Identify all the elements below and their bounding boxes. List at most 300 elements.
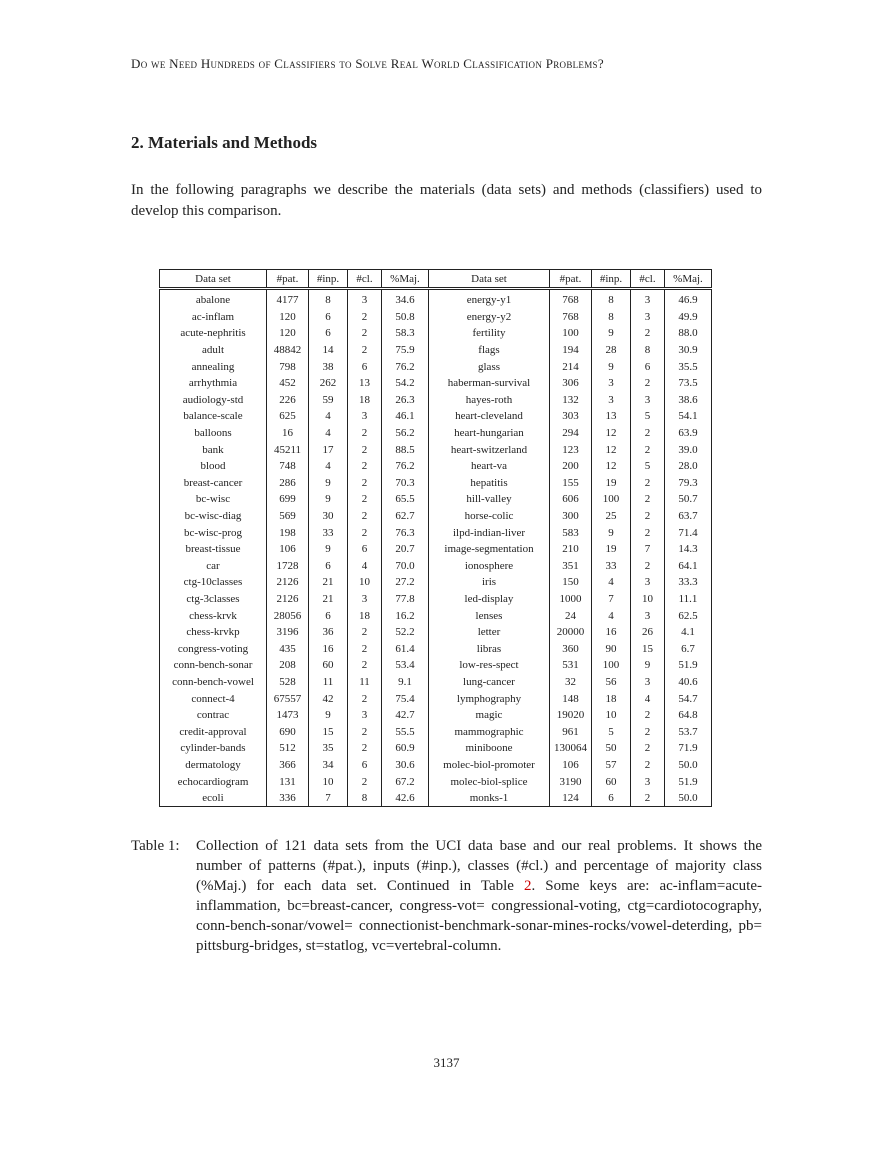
table-cell: 148	[550, 690, 592, 707]
table-row	[160, 591, 712, 608]
table-cell: 17	[309, 441, 348, 458]
table-cell: 4	[631, 690, 665, 707]
table-cell: 6	[309, 309, 348, 326]
table-cell: 7	[309, 790, 348, 807]
table-cell: 8	[631, 342, 665, 359]
table-cell: 34	[309, 757, 348, 774]
table-row	[160, 541, 712, 558]
table-cell: haberman-survival	[429, 375, 550, 392]
table-cell: 2126	[267, 574, 309, 591]
table-cell: 2	[348, 740, 382, 757]
page-number: 3137	[433, 1055, 460, 1070]
table-cell: fertility	[429, 325, 550, 342]
table-cell: 61.4	[382, 640, 429, 657]
table-cell: 52.2	[382, 624, 429, 641]
table-cell: 6	[631, 358, 665, 375]
table-cell: horse-colic	[429, 508, 550, 525]
table-cell: 9	[592, 524, 631, 541]
table-cell: 583	[550, 524, 592, 541]
table-cell: 30	[309, 508, 348, 525]
table-cell: 3	[631, 574, 665, 591]
section-title: 2. Materials and Methods	[131, 133, 318, 152]
table-row	[160, 425, 712, 442]
table-cell: 19020	[550, 707, 592, 724]
table-cell: 39.0	[665, 441, 712, 458]
table-cell: 5	[631, 408, 665, 425]
table-cell: 100	[592, 657, 631, 674]
table-cell: 2	[631, 325, 665, 342]
table-row	[160, 740, 712, 757]
table-cell: 45211	[267, 441, 309, 458]
table-cell: 9	[309, 541, 348, 558]
table-cell: 57	[592, 757, 631, 774]
table-cell: conn-bench-sonar	[160, 657, 267, 674]
table-cell: 8	[592, 289, 631, 309]
table-cell: 76.2	[382, 358, 429, 375]
table-cell: flags	[429, 342, 550, 359]
table-cell: 26	[631, 624, 665, 641]
table-cell: 2	[348, 657, 382, 674]
table-cell: 528	[267, 674, 309, 691]
table-cell: 12	[592, 441, 631, 458]
table-cell: echocardiogram	[160, 773, 267, 790]
table-cell: energy-y1	[429, 289, 550, 309]
table-reference-link[interactable]: 2	[523, 878, 532, 894]
table-cell: 2	[348, 342, 382, 359]
table-cell: energy-y2	[429, 309, 550, 326]
table-cell: 798	[267, 358, 309, 375]
table-row	[160, 558, 712, 575]
table-cell: 6	[348, 541, 382, 558]
table-cell: 71.4	[665, 524, 712, 541]
table-cell: 50.0	[665, 790, 712, 807]
table-cell: 569	[267, 508, 309, 525]
table-cell: 2	[348, 524, 382, 541]
table-row	[160, 325, 712, 342]
table-cell: 46.9	[665, 289, 712, 309]
table-row	[160, 690, 712, 707]
table-cell: balance-scale	[160, 408, 267, 425]
table-cell: 7	[592, 591, 631, 608]
table-cell: 27.2	[382, 574, 429, 591]
table-cell: bank	[160, 441, 267, 458]
table-cell: 3	[631, 607, 665, 624]
table-cell: connect-4	[160, 690, 267, 707]
table-cell: 50.7	[665, 491, 712, 508]
table-cell: 9.1	[382, 674, 429, 691]
table-cell: ilpd-indian-liver	[429, 524, 550, 541]
table-cell: 16	[267, 425, 309, 442]
table-cell: 20.7	[382, 541, 429, 558]
table-row	[160, 458, 712, 475]
table-cell: 18	[592, 690, 631, 707]
table-cell: hepatitis	[429, 475, 550, 492]
table-cell: 1000	[550, 591, 592, 608]
table-cell: heart-hungarian	[429, 425, 550, 442]
table-cell: 26.3	[382, 392, 429, 409]
table-cell: 6	[348, 757, 382, 774]
table-cell: 2	[631, 740, 665, 757]
table-cell: 120	[267, 309, 309, 326]
table-row	[160, 508, 712, 525]
table-cell: 14	[309, 342, 348, 359]
caption-label: Table 1:	[131, 838, 180, 854]
table-cell: lenses	[429, 607, 550, 624]
table-cell: 60.9	[382, 740, 429, 757]
table-cell: 35	[309, 740, 348, 757]
table-cell: 3	[631, 392, 665, 409]
table-cell: abalone	[160, 289, 267, 309]
table-cell: 531	[550, 657, 592, 674]
table-cell: 1728	[267, 558, 309, 575]
table-cell: 452	[267, 375, 309, 392]
table-cell: 77.8	[382, 591, 429, 608]
table-cell: 3190	[550, 773, 592, 790]
table-row	[160, 491, 712, 508]
table-cell: glass	[429, 358, 550, 375]
table-cell: 2	[631, 558, 665, 575]
table-cell: 106	[267, 541, 309, 558]
table-cell: 961	[550, 723, 592, 740]
table-row	[160, 773, 712, 790]
table-cell: 63.9	[665, 425, 712, 442]
table-cell: 214	[550, 358, 592, 375]
table-row	[160, 375, 712, 392]
table-cell: 16	[592, 624, 631, 641]
table-cell: 20000	[550, 624, 592, 641]
table-row	[160, 640, 712, 657]
table-cell: 49.9	[665, 309, 712, 326]
table-cell: 625	[267, 408, 309, 425]
table-cell: 120	[267, 325, 309, 342]
table-cell: 8	[348, 790, 382, 807]
table-cell: hayes-roth	[429, 392, 550, 409]
table-cell: 106	[550, 757, 592, 774]
table-cell: heart-switzerland	[429, 441, 550, 458]
table-cell: 10	[348, 574, 382, 591]
table-cell: 286	[267, 475, 309, 492]
table-cell: 748	[267, 458, 309, 475]
table-cell: heart-cleveland	[429, 408, 550, 425]
table-cell: 54.1	[665, 408, 712, 425]
table-row	[160, 657, 712, 674]
table-cell: low-res-spect	[429, 657, 550, 674]
table-cell: 155	[550, 475, 592, 492]
table-cell: credit-approval	[160, 723, 267, 740]
table-cell: arrhythmia	[160, 375, 267, 392]
table-cell: breast-tissue	[160, 541, 267, 558]
table-cell: 76.2	[382, 458, 429, 475]
table-cell: 51.9	[665, 773, 712, 790]
table-cell: 19	[592, 541, 631, 558]
table-cell: 25	[592, 508, 631, 525]
table-cell: 50	[592, 740, 631, 757]
table-cell: 5	[631, 458, 665, 475]
table-cell: 3	[592, 375, 631, 392]
table-cell: 10	[631, 591, 665, 608]
table-cell: 210	[550, 541, 592, 558]
table-cell: 768	[550, 309, 592, 326]
table-cell: molec-biol-promoter	[429, 757, 550, 774]
table-row	[160, 723, 712, 740]
table-cell: 67557	[267, 690, 309, 707]
table-cell: 300	[550, 508, 592, 525]
column-header: #cl.	[348, 270, 382, 289]
table-row	[160, 342, 712, 359]
table-cell: 2	[348, 475, 382, 492]
table-cell: 60	[309, 657, 348, 674]
table-cell: 54.7	[665, 690, 712, 707]
table-cell: 65.5	[382, 491, 429, 508]
table-cell: 36	[309, 624, 348, 641]
table-cell: 53.7	[665, 723, 712, 740]
table-cell: 71.9	[665, 740, 712, 757]
table-cell: 226	[267, 392, 309, 409]
table-cell: 2	[348, 723, 382, 740]
table-cell: 2	[631, 524, 665, 541]
table-cell: 30.9	[665, 342, 712, 359]
table-cell: miniboone	[429, 740, 550, 757]
caption-text-after: . Some keys are: ac-inflam=acute-inflammation, bc=breast-cancer, congress-vot= congressional-voting, ctg=cardiotocography, conn-bench-sonar/vowel= connectionist-benchmark-sonar-mines-rocks/vowel-deterding, pb= pittsburg-bridges, st=statlog, vc=vertebral-column.	[196, 878, 763, 954]
table-cell: 54.2	[382, 375, 429, 392]
table-cell: 28.0	[665, 458, 712, 475]
table-row	[160, 475, 712, 492]
table-cell: 198	[267, 524, 309, 541]
table-body	[160, 289, 712, 807]
table-cell: 3	[631, 773, 665, 790]
table-cell: car	[160, 558, 267, 575]
table-cell: bc-wisc	[160, 491, 267, 508]
table-cell: ctg-10classes	[160, 574, 267, 591]
table-cell: 3196	[267, 624, 309, 641]
table-cell: 28	[592, 342, 631, 359]
table-cell: dermatology	[160, 757, 267, 774]
table-cell: 28056	[267, 607, 309, 624]
table-cell: 70.3	[382, 475, 429, 492]
table-cell: acute-nephritis	[160, 325, 267, 342]
table-row	[160, 624, 712, 641]
intro-paragraph: In the following paragraphs we describe the materials (data sets) and methods (classifiers) used to develop this comparison.	[131, 182, 762, 219]
table-cell: 699	[267, 491, 309, 508]
table-cell: 336	[267, 790, 309, 807]
table-cell: 690	[267, 723, 309, 740]
table-cell: 59	[309, 392, 348, 409]
table-cell: 4	[309, 458, 348, 475]
table-cell: 3	[348, 289, 382, 309]
table-cell: 88.5	[382, 441, 429, 458]
table-cell: 4177	[267, 289, 309, 309]
table-cell: image-segmentation	[429, 541, 550, 558]
column-header: #pat.	[267, 270, 309, 289]
table-cell: 14.3	[665, 541, 712, 558]
table-cell: 6	[592, 790, 631, 807]
table-row	[160, 707, 712, 724]
table-cell: 18	[348, 607, 382, 624]
table-cell: annealing	[160, 358, 267, 375]
table-cell: 46.1	[382, 408, 429, 425]
table-cell: 150	[550, 574, 592, 591]
table-cell: 2	[631, 441, 665, 458]
table-cell: 4	[592, 574, 631, 591]
table-cell: conn-bench-vowel	[160, 674, 267, 691]
table-cell: heart-va	[429, 458, 550, 475]
table-cell: 303	[550, 408, 592, 425]
table-cell: 435	[267, 640, 309, 657]
table-cell: letter	[429, 624, 550, 641]
table-row	[160, 757, 712, 774]
table-cell: 15	[631, 640, 665, 657]
table-cell: 2126	[267, 591, 309, 608]
table-caption	[131, 836, 762, 956]
table-cell: 21	[309, 591, 348, 608]
table-cell: 2	[348, 773, 382, 790]
table-cell: 9	[592, 325, 631, 342]
table-cell: 38.6	[665, 392, 712, 409]
table-cell: 360	[550, 640, 592, 657]
column-header: #pat.	[550, 270, 592, 289]
table-cell: led-display	[429, 591, 550, 608]
table-cell: 11	[348, 674, 382, 691]
table-cell: 63.7	[665, 508, 712, 525]
column-header: Data set	[160, 270, 267, 289]
table-row	[160, 408, 712, 425]
table-cell: 34.6	[382, 289, 429, 309]
table-cell: 294	[550, 425, 592, 442]
running-head: Do we Need Hundreds of Classifiers to Solve Real World Classification Problems?	[131, 56, 604, 71]
table-cell: 2	[348, 458, 382, 475]
table-cell: contrac	[160, 707, 267, 724]
table-row	[160, 790, 712, 807]
table-cell: 2	[348, 624, 382, 641]
table-cell: lymphography	[429, 690, 550, 707]
table-cell: 6	[309, 607, 348, 624]
table-cell: 2	[631, 757, 665, 774]
table-cell: 8	[592, 309, 631, 326]
table-cell: cylinder-bands	[160, 740, 267, 757]
table-cell: 16.2	[382, 607, 429, 624]
table-cell: audiology-std	[160, 392, 267, 409]
table-cell: 124	[550, 790, 592, 807]
table-cell: 16	[309, 640, 348, 657]
table-cell: lung-cancer	[429, 674, 550, 691]
table-cell: 2	[348, 441, 382, 458]
datasets-table	[159, 269, 712, 807]
column-header: %Maj.	[382, 270, 429, 289]
table-cell: 13	[348, 375, 382, 392]
table-cell: breast-cancer	[160, 475, 267, 492]
table-cell: 75.4	[382, 690, 429, 707]
table-cell: 9	[631, 657, 665, 674]
table-cell: 10	[309, 773, 348, 790]
table-cell: 9	[309, 475, 348, 492]
table-cell: 3	[348, 591, 382, 608]
table-cell: 6.7	[665, 640, 712, 657]
table-cell: ecoli	[160, 790, 267, 807]
table-cell: 2	[348, 325, 382, 342]
table-cell: adult	[160, 342, 267, 359]
table-cell: 11.1	[665, 591, 712, 608]
table-cell: 73.5	[665, 375, 712, 392]
table-cell: 100	[592, 491, 631, 508]
table-row	[160, 607, 712, 624]
table-cell: 6	[348, 358, 382, 375]
table-row	[160, 309, 712, 326]
table-cell: bc-wisc-diag	[160, 508, 267, 525]
column-header: #inp.	[592, 270, 631, 289]
table-cell: molec-biol-splice	[429, 773, 550, 790]
table-cell: 48842	[267, 342, 309, 359]
table-cell: 123	[550, 441, 592, 458]
table-cell: magic	[429, 707, 550, 724]
table-cell: 2	[631, 790, 665, 807]
table-cell: 55.5	[382, 723, 429, 740]
table-cell: 12	[592, 458, 631, 475]
table-cell: 62.5	[665, 607, 712, 624]
table-cell: 50.0	[665, 757, 712, 774]
table-cell: chess-krvkp	[160, 624, 267, 641]
table-row	[160, 289, 712, 309]
table-cell: 58.3	[382, 325, 429, 342]
table-cell: 3	[631, 289, 665, 309]
table-cell: 3	[348, 408, 382, 425]
table-cell: 53.4	[382, 657, 429, 674]
table-cell: 2	[631, 375, 665, 392]
table-cell: 40.6	[665, 674, 712, 691]
table-cell: 2	[348, 508, 382, 525]
table-cell: 3	[631, 309, 665, 326]
table-cell: 366	[267, 757, 309, 774]
table-container	[159, 269, 712, 807]
table-cell: 512	[267, 740, 309, 757]
table-cell: 2	[348, 690, 382, 707]
table-cell: 2	[348, 425, 382, 442]
table-cell: 67.2	[382, 773, 429, 790]
table-row	[160, 441, 712, 458]
table-cell: mammographic	[429, 723, 550, 740]
table-cell: 4	[309, 425, 348, 442]
table-row	[160, 392, 712, 409]
table-cell: 21	[309, 574, 348, 591]
table-cell: 2	[348, 640, 382, 657]
caption-text	[196, 836, 762, 956]
table-row	[160, 574, 712, 591]
table-cell: 10	[592, 707, 631, 724]
column-header: #inp.	[309, 270, 348, 289]
table-cell: 15	[309, 723, 348, 740]
table-cell: 2	[631, 707, 665, 724]
table-cell: 56.2	[382, 425, 429, 442]
table-cell: ctg-3classes	[160, 591, 267, 608]
table-cell: balloons	[160, 425, 267, 442]
table-cell: 19	[592, 475, 631, 492]
table-cell: 5	[592, 723, 631, 740]
table-cell: 132	[550, 392, 592, 409]
table-cell: 62.7	[382, 508, 429, 525]
table-cell: 13	[592, 408, 631, 425]
table-cell: 90	[592, 640, 631, 657]
table-cell: 7	[631, 541, 665, 558]
table-cell: 1473	[267, 707, 309, 724]
table-cell: 42.7	[382, 707, 429, 724]
table-cell: ionosphere	[429, 558, 550, 575]
table-cell: 33	[592, 558, 631, 575]
table-cell: 4	[348, 558, 382, 575]
table-cell: 88.0	[665, 325, 712, 342]
table-cell: 79.3	[665, 475, 712, 492]
table-cell: 60	[592, 773, 631, 790]
table-row	[160, 674, 712, 691]
table-cell: 30.6	[382, 757, 429, 774]
